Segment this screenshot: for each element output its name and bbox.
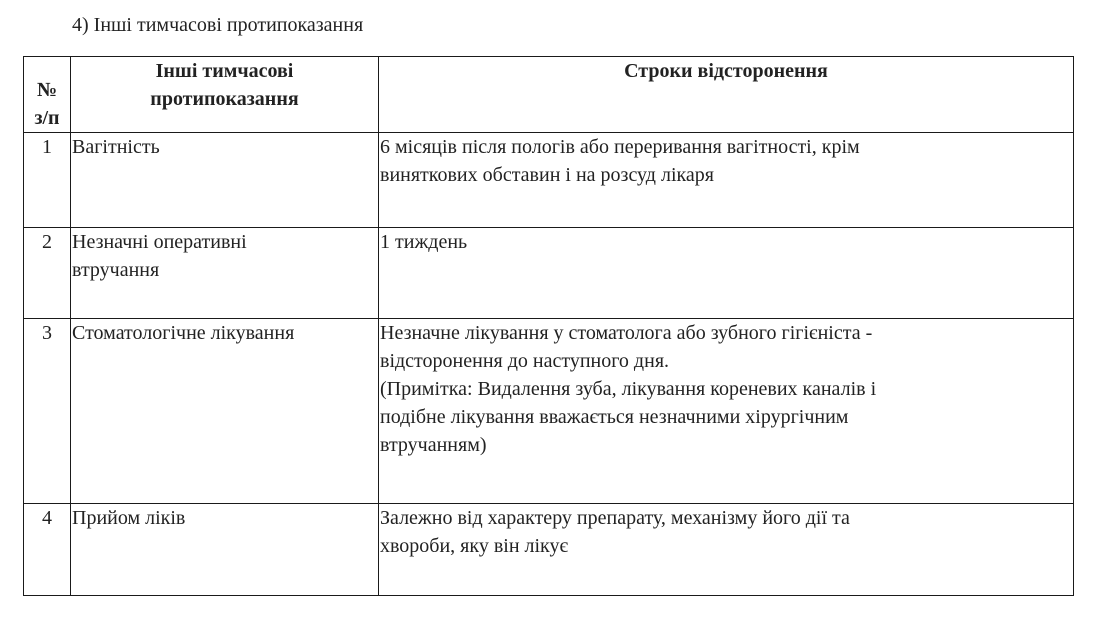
row-deferral-term: Залежно від характеру препарату, механізму його дії та хвороби, яку він лікує [379, 504, 1074, 596]
table-row [24, 319, 1074, 504]
section-title: 4) Інші тимчасові протипоказання [72, 14, 364, 36]
row-contraindication: Незначні оперативні втручання [71, 228, 379, 319]
row-deferral-term: 1 тиждень [379, 228, 1074, 319]
header-deferral-term: Строки відсторонення [379, 57, 1074, 133]
row-number: 2 [24, 228, 71, 319]
row-contraindication: Стоматологічне лікування [71, 319, 379, 504]
row-deferral-term: Незначне лікування у стоматолога або зубного гігієніста - відсторонення до наступного дня. (Примітка: Видалення зуба, лікування кореневих каналів і подібне лікування вважається незначними хірургічним втручанням) [379, 319, 1074, 504]
table-row [24, 228, 1074, 319]
table-row [24, 133, 1074, 228]
table-row [24, 504, 1074, 596]
row-contraindication: Прийом ліків [71, 504, 379, 596]
row-number: 3 [24, 319, 71, 504]
header-row [24, 57, 1074, 133]
row-number: 1 [24, 133, 71, 228]
header-contraindication: Інші тимчасові протипоказання [71, 57, 379, 133]
row-deferral-term: 6 місяців після пологів або переривання вагітності, крім виняткових обставин і на розсуд лікаря [379, 133, 1074, 228]
row-number: 4 [24, 504, 71, 596]
header-number: № з/п [24, 57, 71, 133]
table-header [24, 57, 1074, 133]
contraindications-table [23, 56, 1074, 596]
row-contraindication: Вагітність [71, 133, 379, 228]
